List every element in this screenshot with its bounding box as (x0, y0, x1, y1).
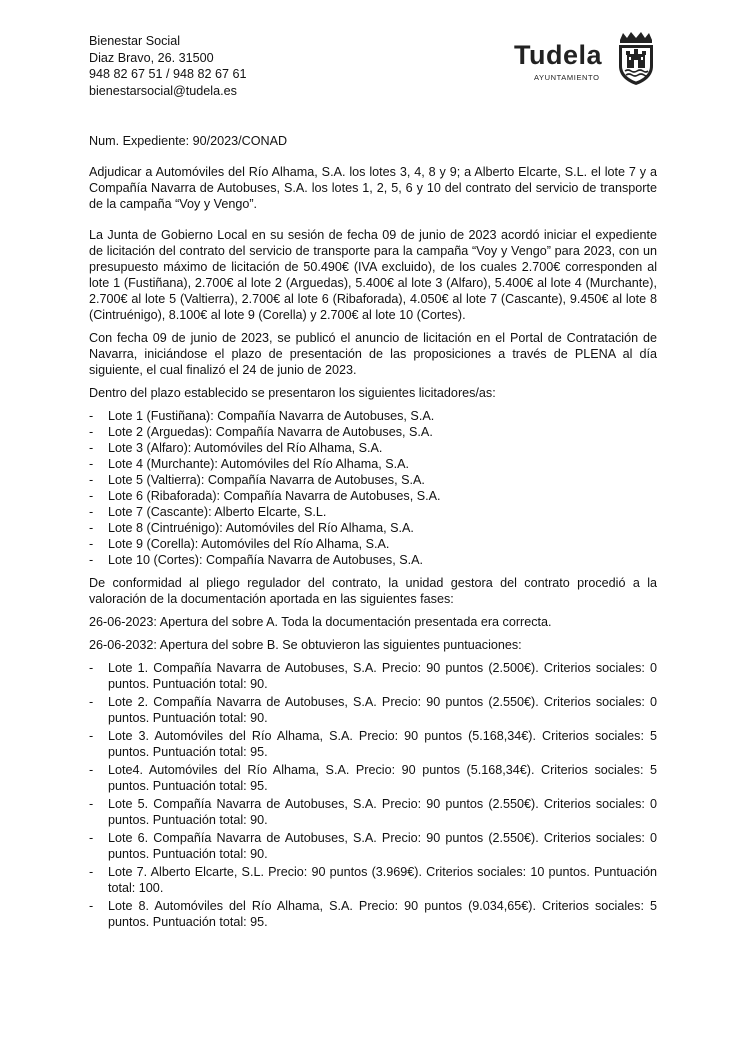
list-item: - Lote 3. Automóviles del Río Alhama, S.A. Precio: 90 puntos (5.168,34€). Criterios sociales: 5 puntos. Puntuación total: 95. (89, 729, 657, 759)
phone-numbers: 948 82 67 51 / 948 82 67 61 (89, 67, 247, 81)
list-item: - Lote 5. Compañía Navarra de Autobuses, S.A. Precio: 90 puntos (2.550€). Criterios sociales: 0 puntos. Puntuación total: 90. (89, 797, 657, 827)
department-name: Bienestar Social (89, 34, 181, 48)
list-item: - Lote 9 (Corella): Automóviles del Río Alhama, S.A. (89, 537, 390, 551)
phase-envelope-a: 26-06-2023: Apertura del sobre A. Toda la documentación presentada era correcta. (89, 615, 552, 629)
logo-wordmark: Tudela (514, 40, 603, 70)
phase-envelope-b: 26-06-2032: Apertura del sobre B. Se obtuvieron las siguientes puntuaciones: (89, 638, 522, 652)
document-body (89, 133, 657, 937)
resolution-subject: Adjudicar a Automóviles del Río Alhama, S.A. los lotes 3, 4, 8 y 9; a Alberto Elcarte, S.L. el lote 7 y a Compañía Navarra de Autobuses, S.A. los lotes 1, 2, 5, 6 y 10 del contrato del servicio de transporte de la campaña “Voy y Vengo”. (89, 165, 657, 211)
list-item: - Lote 7 (Cascante): Alberto Elcarte, S.L. (89, 505, 327, 519)
expediente-number: Num. Expediente: 90/2023/CONAD (89, 134, 288, 148)
logo-subtitle: AYUNTAMIENTO (534, 73, 600, 82)
paragraph-publication: Con fecha 09 de junio de 2023, se publicó el anuncio de licitación en el Portal de Contratación de Navarra, iniciándose el plazo de presentación de las proposiciones a través de PLENA al día siguiente, el cual finalizó el 24 de junio de 2023. (89, 331, 657, 377)
list-item: - Lote 7. Alberto Elcarte, S.L. Precio: 90 puntos (3.969€). Criterios sociales: 10 puntos. Puntuación total: 100. (89, 865, 657, 895)
address: Diaz Bravo, 26. 31500 (89, 50, 214, 65)
bidders-list (89, 408, 657, 568)
list-item: - Lote 6. Compañía Navarra de Autobuses, S.A. Precio: 90 puntos (2.550€). Criterios sociales: 0 puntos. Puntuación total: 90. (89, 831, 657, 861)
tudela-logo (514, 30, 664, 86)
list-item: - Lote 10 (Cortes): Compañía Navarra de Autobuses, S.A. (89, 553, 424, 567)
list-item: - Lote 8. Automóviles del Río Alhama, S.A. Precio: 90 puntos (9.034,65€). Criterios sociales: 5 puntos. Puntuación total: 95. (89, 899, 657, 929)
list-item: - Lote 1. Compañía Navarra de Autobuses, S.A. Precio: 90 puntos (2.500€). Criterios sociales: 0 puntos. Puntuación total: 90. (89, 661, 657, 691)
scores-list (89, 660, 657, 930)
header-contact (89, 33, 247, 99)
list-item: - Lote 2. Compañía Navarra de Autobuses, S.A. Precio: 90 puntos (2.550€). Criterios sociales: 0 puntos. Puntuación total: 90. (89, 695, 657, 725)
paragraph-evaluation: De conformidad al pliego regulador del contrato, la unidad gestora del contrato procedió a la valoración de la documentación aportada en las siguientes fases: (89, 576, 657, 606)
list-item: - Lote 1 (Fustiñana): Compañía Navarra de Autobuses, S.A. (89, 409, 435, 423)
list-item: - Lote 3 (Alfaro): Automóviles del Río Alhama, S.A. (89, 441, 383, 455)
list-item: - Lote 6 (Ribaforada): Compañía Navarra de Autobuses, S.A. (89, 489, 441, 503)
list-item: - Lote 4 (Murchante): Automóviles del Río Alhama, S.A. (89, 457, 410, 471)
paragraph-tender-start: La Junta de Gobierno Local en su sesión de fecha 09 de junio de 2023 acordó iniciar el expediente de licitación del contrato del servicio de transporte para la campaña “Voy y Vengo” para 2023, con un presupuesto máximo de licitación de 50.490€ (IVA excluido), de los cuales 2.700€ corresponden al lote 1 (Fustiñana), 2.700€ al lote 2 (Arguedas), 5.400€ al lote 3 (Alfaro), 5.400€ al lote 4 (Murchante), 2.700€ al lote 5 (Valtierra), 2.700€ al lote 6 (Ribaforada), 4.050€ al lote 7 (Cascante), 9.450€ al lote 8 (Cintruénigo), 8.100€ al lote 9 (Corella) y 2.700€ al lote 10 (Cortes). (89, 228, 657, 322)
city-coat-of-arms-icon (614, 30, 658, 86)
list-item: - Lote 8 (Cintruénigo): Automóviles del Río Alhama, S.A. (89, 521, 414, 535)
paragraph-bidders-intro: Dentro del plazo establecido se presentaron los siguientes licitadores/as: (89, 386, 496, 400)
list-item: - Lote 2 (Arguedas): Compañía Navarra de Autobuses, S.A. (89, 425, 433, 439)
list-item: - Lote 5 (Valtierra): Compañía Navarra de Autobuses, S.A. (89, 473, 425, 487)
email-address: bienestarsocial@tudela.es (89, 83, 237, 98)
list-item: - Lote4. Automóviles del Río Alhama, S.A. Precio: 90 puntos (5.168,34€). Criterios sociales: 5 puntos. Puntuación total: 95. (89, 763, 657, 793)
